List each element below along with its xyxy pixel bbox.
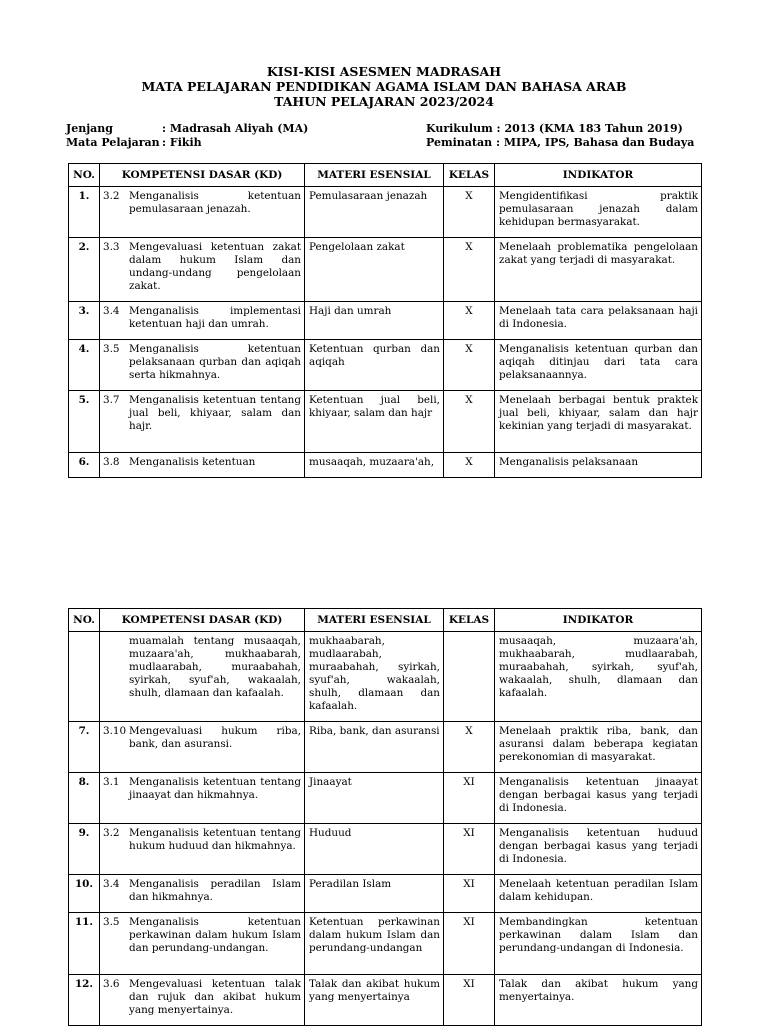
row-number: 2. bbox=[69, 238, 100, 302]
table-row bbox=[69, 722, 702, 773]
row-number: 12. bbox=[69, 975, 100, 1026]
materi-cell: Talak dan akibat hukum yang menyertainya bbox=[305, 975, 444, 1026]
table-row bbox=[69, 302, 702, 340]
kelas-cell: XI bbox=[444, 913, 495, 975]
document-meta bbox=[66, 122, 706, 150]
kd-code: 3.8 bbox=[103, 456, 120, 468]
kelas-cell: XI bbox=[444, 773, 495, 824]
table-header-row bbox=[69, 609, 702, 632]
header-indikator: INDIKATOR bbox=[495, 609, 702, 632]
header-subject: MATA PELAJARAN PENDIDIKAN AGAMA ISLAM DAN BAHASA ARAB bbox=[141, 79, 627, 94]
header-kelas: KELAS bbox=[444, 164, 495, 187]
row-number: 10. bbox=[69, 875, 100, 913]
table-row bbox=[69, 975, 702, 1026]
kd-cell bbox=[100, 238, 305, 302]
header-indikator: INDIKATOR bbox=[495, 164, 702, 187]
kd-cell bbox=[100, 632, 305, 722]
kisi-kisi-table-2 bbox=[68, 608, 702, 1026]
header-title: KISI-KISI ASESMEN MADRASAH bbox=[266, 64, 502, 79]
table-row bbox=[69, 875, 702, 913]
table-row bbox=[69, 632, 702, 722]
kd-cell bbox=[100, 824, 305, 875]
kd-wrap bbox=[103, 343, 301, 382]
row-number: 7. bbox=[69, 722, 100, 773]
row-number: 4. bbox=[69, 340, 100, 391]
kd-wrap bbox=[103, 241, 301, 293]
kelas-cell: X bbox=[444, 722, 495, 773]
materi-cell: Riba, bank, dan asuransi bbox=[305, 722, 444, 773]
kd-wrap bbox=[103, 878, 301, 904]
materi-cell: Ketentuan jual beli, khiyaar, salam dan hajr bbox=[305, 391, 444, 453]
materi-cell: Pemulasaraan jenazah bbox=[305, 187, 444, 238]
kd-text: Menganalisis ketentuan tentang jual beli, khiyaar, salam dan hajr. bbox=[129, 394, 301, 432]
kd-wrap bbox=[103, 725, 301, 751]
kd-code: 3.1 bbox=[103, 776, 120, 788]
header-kelas: KELAS bbox=[444, 609, 495, 632]
kelas-cell: X bbox=[444, 238, 495, 302]
row-number: 11. bbox=[69, 913, 100, 975]
kd-text: Menganalisis peradilan Islam dan hikmahnya. bbox=[129, 878, 301, 903]
materi-cell: Ketentuan qurban dan aqiqah bbox=[305, 340, 444, 391]
document-header bbox=[0, 64, 768, 109]
kd-cell bbox=[100, 391, 305, 453]
indikator-cell: Menelaah praktik riba, bank, dan asuransi dalam beberapa kegiatan perekonomian di masyarakat. bbox=[495, 722, 702, 773]
kelas-cell: XI bbox=[444, 824, 495, 875]
materi-cell: Ketentuan perkawinan dalam hukum Islam dan perundang-undangan bbox=[305, 913, 444, 975]
kd-wrap bbox=[103, 190, 301, 216]
kelas-cell: XI bbox=[444, 875, 495, 913]
mapel-label: Mata Pelajaran bbox=[66, 136, 160, 149]
header-no: NO. bbox=[69, 164, 100, 187]
indikator-cell: Menganalisis ketentuan qurban dan aqiqah ditinjau dari tata cara pelaksanaannya. bbox=[495, 340, 702, 391]
table-row bbox=[69, 773, 702, 824]
indikator-cell: Menelaah problematika pengelolaan zakat yang terjadi di masyarakat. bbox=[495, 238, 702, 302]
kd-cell bbox=[100, 913, 305, 975]
kd-text: Mengevaluasi ketentuan zakat dalam hukum Islam dan undang-undang pengelolaan zakat. bbox=[129, 241, 301, 292]
row-number: 1. bbox=[69, 187, 100, 238]
kd-cell bbox=[100, 773, 305, 824]
kd-cell bbox=[100, 302, 305, 340]
indikator-cell: Talak dan akibat hukum yang menyertainya. bbox=[495, 975, 702, 1026]
indikator-cell: Menganalisis ketentuan jinaayat dengan berbagai kasus yang terjadi di Indonesia. bbox=[495, 773, 702, 824]
indikator-cell: Menelaah ketentuan peradilan Islam dalam kehidupan. bbox=[495, 875, 702, 913]
kd-cell bbox=[100, 187, 305, 238]
kelas-cell: X bbox=[444, 391, 495, 453]
table-header-row bbox=[69, 164, 702, 187]
kd-cell bbox=[100, 453, 305, 478]
kd-code: 3.5 bbox=[103, 916, 120, 928]
kd-text: Menganalisis implementasi ketentuan haji dan umrah. bbox=[129, 305, 301, 330]
row-number: 9. bbox=[69, 824, 100, 875]
materi-cell: Pengelolaan zakat bbox=[305, 238, 444, 302]
kelas-cell: X bbox=[444, 453, 495, 478]
kd-wrap bbox=[103, 305, 301, 331]
kd-text: Menganalisis ketentuan pelaksanaan qurban dan aqiqah serta hikmahnya. bbox=[129, 343, 301, 381]
kelas-cell bbox=[444, 632, 495, 722]
table-row bbox=[69, 453, 702, 478]
indikator-cell: Menganalisis ketentuan huduud dengan berbagai kasus yang terjadi di Indonesia. bbox=[495, 824, 702, 875]
table-row bbox=[69, 391, 702, 453]
mapel-value: : Fikih bbox=[162, 136, 202, 149]
kd-text: muamalah tentang musaaqah, muzaara'ah, mukhaabarah, mudlaarabah, muraabahah, syirkah, syuf'ah, wakaalah, shulh, dlamaan dan kafaalah. bbox=[129, 635, 301, 699]
indikator-cell: musaaqah, muzaara'ah, mukhaabarah, mudlaarabah, muraabahah, syirkah, syuf'ah, wakaalah, shulh, dlamaan dan kafaalah. bbox=[495, 632, 702, 722]
kd-code: 3.4 bbox=[103, 305, 120, 317]
kd-text: Mengevaluasi ketentuan talak dan rujuk dan akibat hukum yang menyertainya. bbox=[129, 978, 301, 1016]
materi-cell: Huduud bbox=[305, 824, 444, 875]
kd-code: 3.6 bbox=[103, 978, 120, 990]
kd-wrap bbox=[103, 394, 301, 433]
kd-wrap bbox=[103, 978, 301, 1017]
kd-cell bbox=[100, 722, 305, 773]
kelas-cell: X bbox=[444, 187, 495, 238]
kd-text: Menganalisis ketentuan tentang hukum huduud dan hikmahnya. bbox=[129, 827, 301, 852]
kd-cell bbox=[100, 975, 305, 1026]
kisi-kisi-table-1 bbox=[68, 163, 702, 478]
header-kd: KOMPETENSI DASAR (KD) bbox=[100, 609, 305, 632]
kd-cell bbox=[100, 875, 305, 913]
kd-code: 3.5 bbox=[103, 343, 120, 355]
indikator-cell: Menelaah berbagai bentuk praktek jual beli, khiyaar, salam dan hajr kekinian yang terjadi di masyarakat. bbox=[495, 391, 702, 453]
indikator-cell: Membandingkan ketentuan perkawinan dalam Islam dan perundang-undangan di Indonesia. bbox=[495, 913, 702, 975]
row-number bbox=[69, 632, 100, 722]
indikator-cell: Menelaah tata cara pelaksanaan haji di Indonesia. bbox=[495, 302, 702, 340]
indikator-cell: Mengidentifikasi praktik pemulasaraan jenazah dalam kehidupan bermasyarakat. bbox=[495, 187, 702, 238]
materi-cell: Jinaayat bbox=[305, 773, 444, 824]
table-row bbox=[69, 340, 702, 391]
kd-text: Mengevaluasi hukum riba, bank, dan asuransi. bbox=[129, 725, 301, 750]
table-row bbox=[69, 824, 702, 875]
row-number: 8. bbox=[69, 773, 100, 824]
jenjang-label: Jenjang bbox=[66, 122, 113, 135]
jenjang-value: : Madrasah Aliyah (MA) bbox=[162, 122, 309, 135]
header-kd: KOMPETENSI DASAR (KD) bbox=[100, 164, 305, 187]
kd-wrap bbox=[103, 916, 301, 955]
header-materi: MATERI ESENSIAL bbox=[305, 609, 444, 632]
kelas-cell: X bbox=[444, 340, 495, 391]
kurikulum-text: Kurikulum : 2013 (KMA 183 Tahun 2019) bbox=[426, 122, 683, 135]
materi-cell: musaaqah, muzaara'ah, bbox=[305, 453, 444, 478]
kelas-cell: XI bbox=[444, 975, 495, 1026]
kelas-cell: X bbox=[444, 302, 495, 340]
table-row bbox=[69, 187, 702, 238]
kd-wrap bbox=[103, 827, 301, 853]
materi-cell: mukhaabarah, mudlaarabah, muraabahah, syirkah, syuf'ah, wakaalah, shulh, dlamaan dan kafaalah. bbox=[305, 632, 444, 722]
table-row bbox=[69, 238, 702, 302]
kd-wrap bbox=[103, 635, 301, 700]
kd-text: Menganalisis ketentuan perkawinan dalam hukum Islam dan perundang-undangan. bbox=[129, 916, 301, 954]
kd-code: 3.2 bbox=[103, 827, 120, 839]
kd-wrap bbox=[103, 456, 301, 469]
kd-text: Menganalisis ketentuan bbox=[129, 456, 256, 468]
row-number: 3. bbox=[69, 302, 100, 340]
materi-cell: Peradilan Islam bbox=[305, 875, 444, 913]
kd-code: 3.3 bbox=[103, 241, 120, 253]
kd-text: Menganalisis ketentuan pemulasaraan jenazah. bbox=[129, 190, 301, 215]
kd-cell bbox=[100, 340, 305, 391]
kd-code: 3.7 bbox=[103, 394, 120, 406]
row-number: 6. bbox=[69, 453, 100, 478]
row-number: 5. bbox=[69, 391, 100, 453]
kd-code: 3.4 bbox=[103, 878, 120, 890]
materi-cell: Haji dan umrah bbox=[305, 302, 444, 340]
indikator-cell: Menganalisis pelaksanaan bbox=[495, 453, 702, 478]
peminatan-text: Peminatan : MIPA, IPS, Bahasa dan Budaya bbox=[426, 136, 695, 149]
table-row bbox=[69, 913, 702, 975]
kd-code: 3.2 bbox=[103, 190, 120, 202]
header-materi: MATERI ESENSIAL bbox=[305, 164, 444, 187]
kd-wrap bbox=[103, 776, 301, 802]
kd-text: Menganalisis ketentuan tentang jinaayat dan hikmahnya. bbox=[129, 776, 301, 801]
header-no: NO. bbox=[69, 609, 100, 632]
header-year: TAHUN PELAJARAN 2023/2024 bbox=[274, 94, 494, 109]
kd-code: 3.10 bbox=[103, 725, 127, 737]
